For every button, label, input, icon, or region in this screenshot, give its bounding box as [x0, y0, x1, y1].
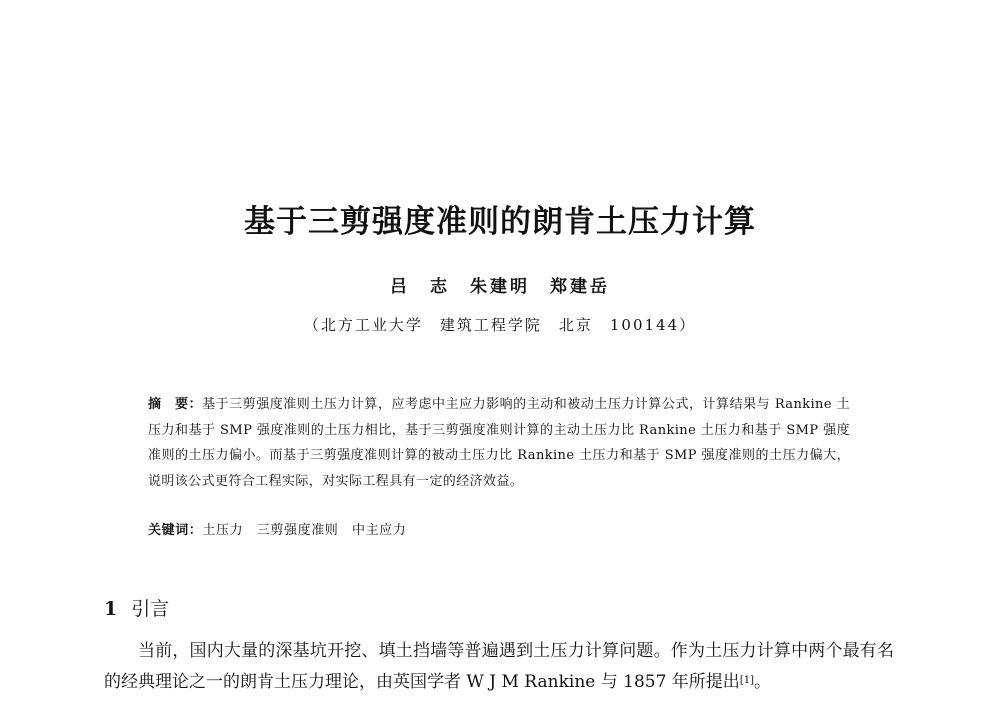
body-paragraph-tail: 。: [753, 672, 771, 692]
section-number: 1: [104, 598, 118, 620]
author-list: 吕 志 朱建明 郑建岳: [390, 277, 610, 297]
section-heading: [104, 594, 169, 621]
author-affiliation: （北方工业大学 建筑工程学院 北京 100144）: [303, 316, 697, 334]
section-title: 引言: [131, 598, 170, 620]
keywords: [148, 519, 850, 538]
body-paragraph-text: 当前，国内大量的深基坑开挖、填土挡墙等普遍遇到土压力计算问题。作为土压力计算中两个最有名的经典理论之一的朗肯土压力理论，由英国学者 W J M Rankine 与 1857 年所提出: [104, 641, 894, 692]
paper-title: 基于三剪强度准则的朗肯土压力计算: [244, 204, 756, 240]
abstract-text: 基于三剪强度准则土压力计算，应考虑中主应力影响的主动和被动土压力计算公式，计算结果与 Rankine 土压力和基于 SMP 强度准则的土压力相比，基于三剪强度准则计算的主动土压力比 Rankine 土压力和基于 SMP 强度准则的土压力偏小。而基于三剪强度准则计算的被动土压力比 Rankine 土压力和基于 SMP 强度准则的土压力偏大，说明该公式更符合工程实际，对实际工程具有一定的经济效益。: [148, 397, 850, 489]
body-paragraph: [104, 636, 894, 698]
keywords-text: 土压力 三剪强度准则 中主应力: [202, 523, 407, 538]
keywords-label: 关键词：: [148, 523, 203, 538]
abstract: [148, 392, 850, 494]
abstract-label: 摘 要：: [148, 397, 203, 412]
citation-ref[interactable]: [1]: [739, 675, 754, 686]
